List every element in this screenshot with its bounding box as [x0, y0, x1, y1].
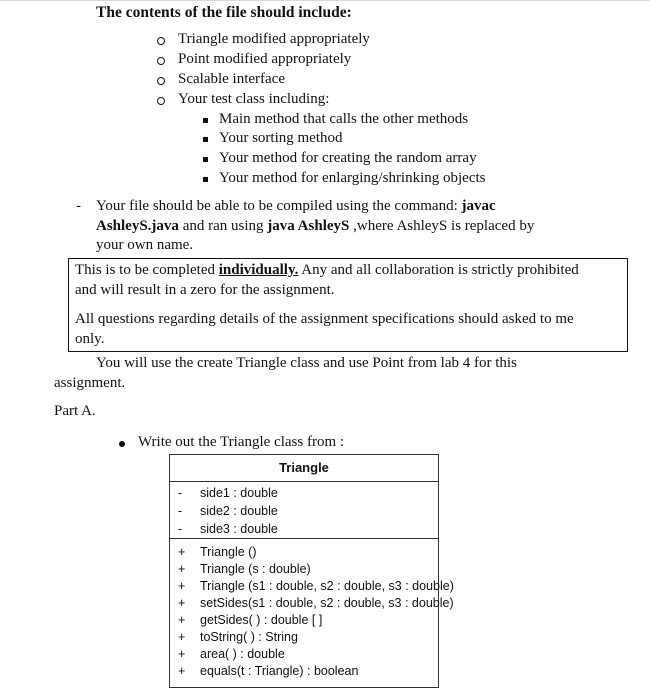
- bullet-icon: [119, 441, 125, 447]
- square-bullet-icon: [203, 118, 208, 123]
- notice-text: This is to be completed: [75, 262, 219, 278]
- method-text: Triangle (): [200, 545, 257, 559]
- dash-bullet: -: [76, 198, 81, 214]
- method-text: toString( ) : String: [200, 630, 298, 644]
- notice-line-2: and will result in a zero for the assignment.: [75, 282, 335, 298]
- write-out-instruction: Write out the Triangle class from :: [138, 434, 345, 450]
- method-text: Triangle (s : double): [200, 562, 311, 576]
- visibility-marker: -: [178, 486, 183, 500]
- notice-box: [68, 258, 628, 352]
- list-item: Your method for creating the random array: [219, 150, 477, 166]
- attribute-text: side3 : double: [200, 522, 278, 536]
- method-text: area( ) : double: [200, 647, 285, 661]
- circle-bullet-icon: [157, 57, 165, 65]
- compile-line-1: [96, 198, 496, 215]
- list-item: Triangle modified appropriately: [178, 31, 370, 47]
- run-command: java AshleyS: [267, 218, 350, 234]
- uml-class-name: Triangle: [170, 455, 438, 482]
- square-bullet-icon: [203, 137, 208, 142]
- square-bullet-icon: [203, 177, 208, 182]
- visibility-marker: -: [178, 522, 183, 536]
- method-text: setSides(s1 : double, s2 : double, s3 : double): [200, 596, 454, 610]
- notice-text: Any and all collaboration is strictly prohibited: [298, 262, 579, 278]
- compile-line-2: [96, 218, 534, 235]
- compile-text: and ran using: [178, 218, 268, 234]
- visibility-marker: +: [178, 613, 186, 627]
- file-name: AshleyS.java: [96, 218, 179, 234]
- list-item: Your method for enlarging/shrinking objects: [219, 170, 486, 186]
- list-item: Point modified appropriately: [178, 51, 352, 67]
- compile-text: ,where AshleyS is replaced by: [349, 218, 535, 234]
- square-bullet-icon: [203, 157, 208, 162]
- list-item: Your test class including:: [178, 91, 330, 107]
- uml-methods: [170, 539, 454, 687]
- circle-bullet-icon: [157, 77, 165, 85]
- visibility-marker: +: [178, 647, 186, 661]
- attribute-text: side2 : double: [200, 504, 278, 518]
- circle-bullet-icon: [157, 37, 165, 45]
- uml-class-diagram: [169, 454, 454, 688]
- visibility-marker: +: [178, 545, 186, 559]
- visibility-marker: +: [178, 664, 186, 678]
- method-text: getSides( ) : double [ ]: [200, 613, 323, 627]
- notice-line-3: All questions regarding details of the assignment specifications should asked to me: [75, 311, 574, 327]
- attribute-text: side1 : double: [200, 486, 278, 500]
- visibility-marker: +: [178, 579, 186, 593]
- intro-line-2: assignment.: [54, 375, 126, 391]
- compile-command: javac: [461, 198, 496, 214]
- visibility-marker: +: [178, 562, 186, 576]
- uml-attributes: [170, 481, 438, 539]
- emphasis-individually: individually.: [218, 262, 299, 278]
- visibility-marker: -: [178, 504, 183, 518]
- page-top-border: [0, 0, 650, 1]
- method-text: Triangle (s1 : double, s2 : double, s3 : double): [200, 579, 454, 593]
- notice-line-4: only.: [75, 331, 105, 347]
- visibility-marker: +: [178, 596, 186, 610]
- compile-text: Your file should be able to be compiled using the command:: [96, 198, 462, 214]
- part-label: Part A.: [54, 403, 96, 419]
- compile-line-3: your own name.: [96, 237, 194, 253]
- intro-line-1: You will use the create Triangle class and use Point from lab 4 for this: [96, 355, 517, 371]
- notice-line-1: [75, 262, 579, 279]
- visibility-marker: +: [178, 630, 186, 644]
- list-item: Main method that calls the other methods: [219, 111, 469, 127]
- method-text: equals(t : Triangle) : boolean: [200, 664, 359, 678]
- list-item: Scalable interface: [178, 71, 286, 87]
- section-heading: The contents of the file should include:: [96, 4, 352, 21]
- list-item: Your sorting method: [219, 130, 343, 146]
- circle-bullet-icon: [157, 97, 165, 105]
